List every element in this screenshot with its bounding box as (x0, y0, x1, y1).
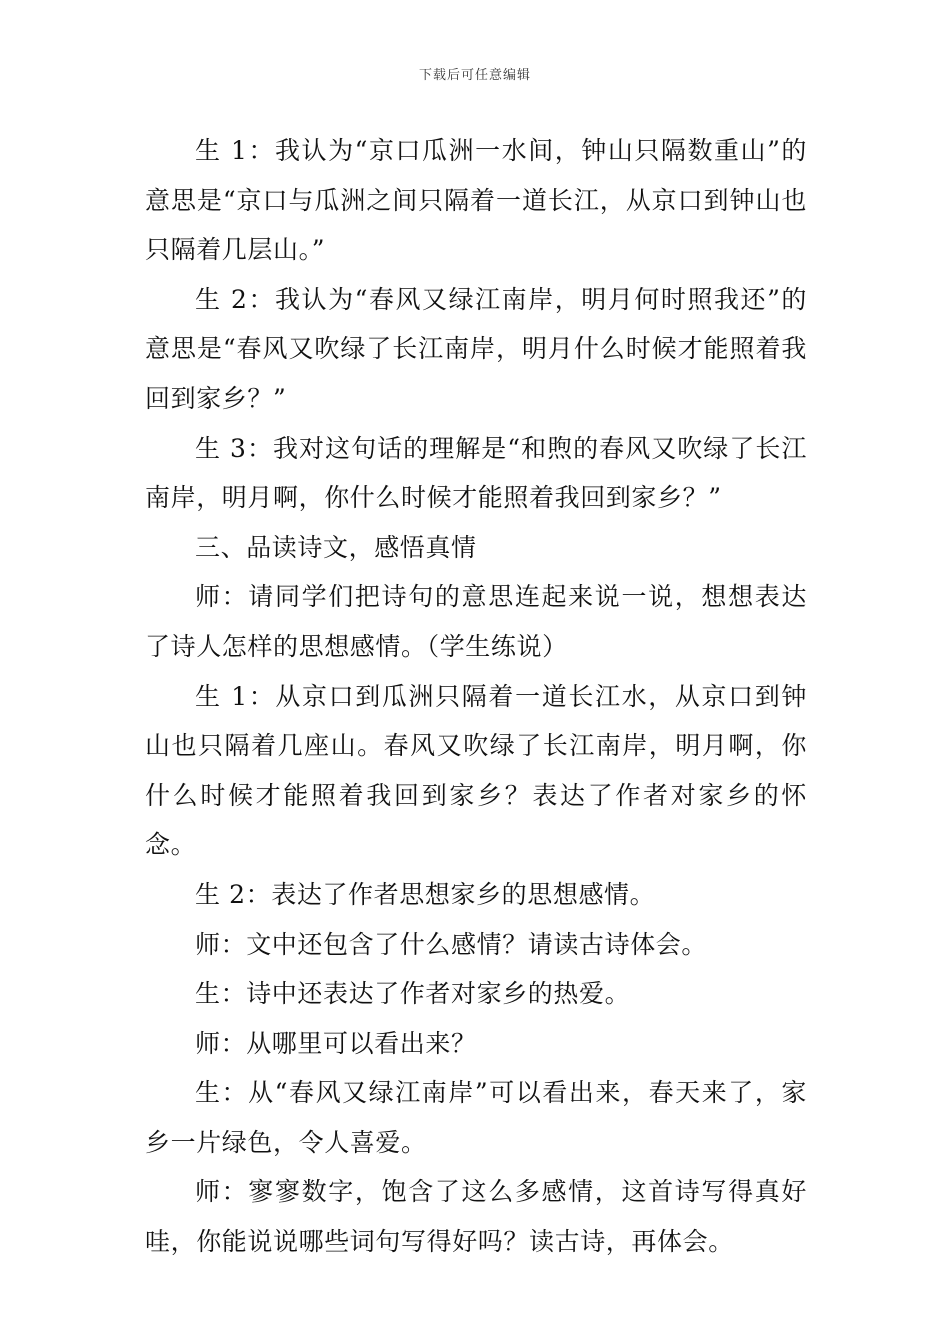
paragraph-student-answer: 生：诗中还表达了作者对家乡的热爱。 (195, 979, 631, 1009)
paragraph-student3-interpretation: 生 3：我对这句话的理解是“和煦的春风又吹绿了长江南岸，明月啊，你什么时候才能照着我回到家乡？” (145, 433, 807, 513)
paragraph-teacher-question: 师：文中还包含了什么感情？请读古诗体会。 (195, 929, 708, 959)
paragraph-student1-first-line: 生 1：我认为“京口瓜洲一水间，钟山只隔数重山”的意思是“京口与瓜洲之间只隔着一道长江，从京口到钟山也只隔着几层山。” (145, 136, 807, 265)
paragraph-teacher-followup: 师：从哪里可以看出来？ (195, 1028, 477, 1058)
paragraph-student2-second-line: 生 2：我认为“春风又绿江南岸，明月何时照我还”的意思是“春风又吹绿了长江南岸，明月什么时候才能照着我回到家乡？” (145, 284, 807, 413)
paragraph-teacher-prompt: 师：请同学们把诗句的意思连起来说一说，想想表达了诗人怎样的思想感情。（学生练说） (145, 582, 807, 661)
document-body (145, 126, 807, 1267)
paragraph-student-evidence: 生：从“春风又绿江南岸”可以看出来，春天来了，家乡一片绿色，令人喜爱。 (145, 1078, 807, 1157)
page-header: 下载后可任意编辑 (418, 68, 531, 83)
paragraph-student1-summary: 生 1：从京口到瓜洲只隔着一道长江水，从京口到钟山也只隔着几座山。春风又吹绿了长江南岸，明月啊，你什么时候才能照着我回到家乡？表达了作者对家乡的怀念。 (145, 681, 807, 860)
paragraph-student2-summary: 生 2：表达了作者思想家乡的思想感情。 (195, 879, 656, 909)
paragraph-teacher-closing: 师：寥寥数字，饱含了这么多感情，这首诗写得真好哇，你能说说哪些词句写得好吗？读古诗，再体会。 (145, 1177, 807, 1257)
section-heading-three: 三、品读诗文，感悟真情 (195, 532, 477, 562)
